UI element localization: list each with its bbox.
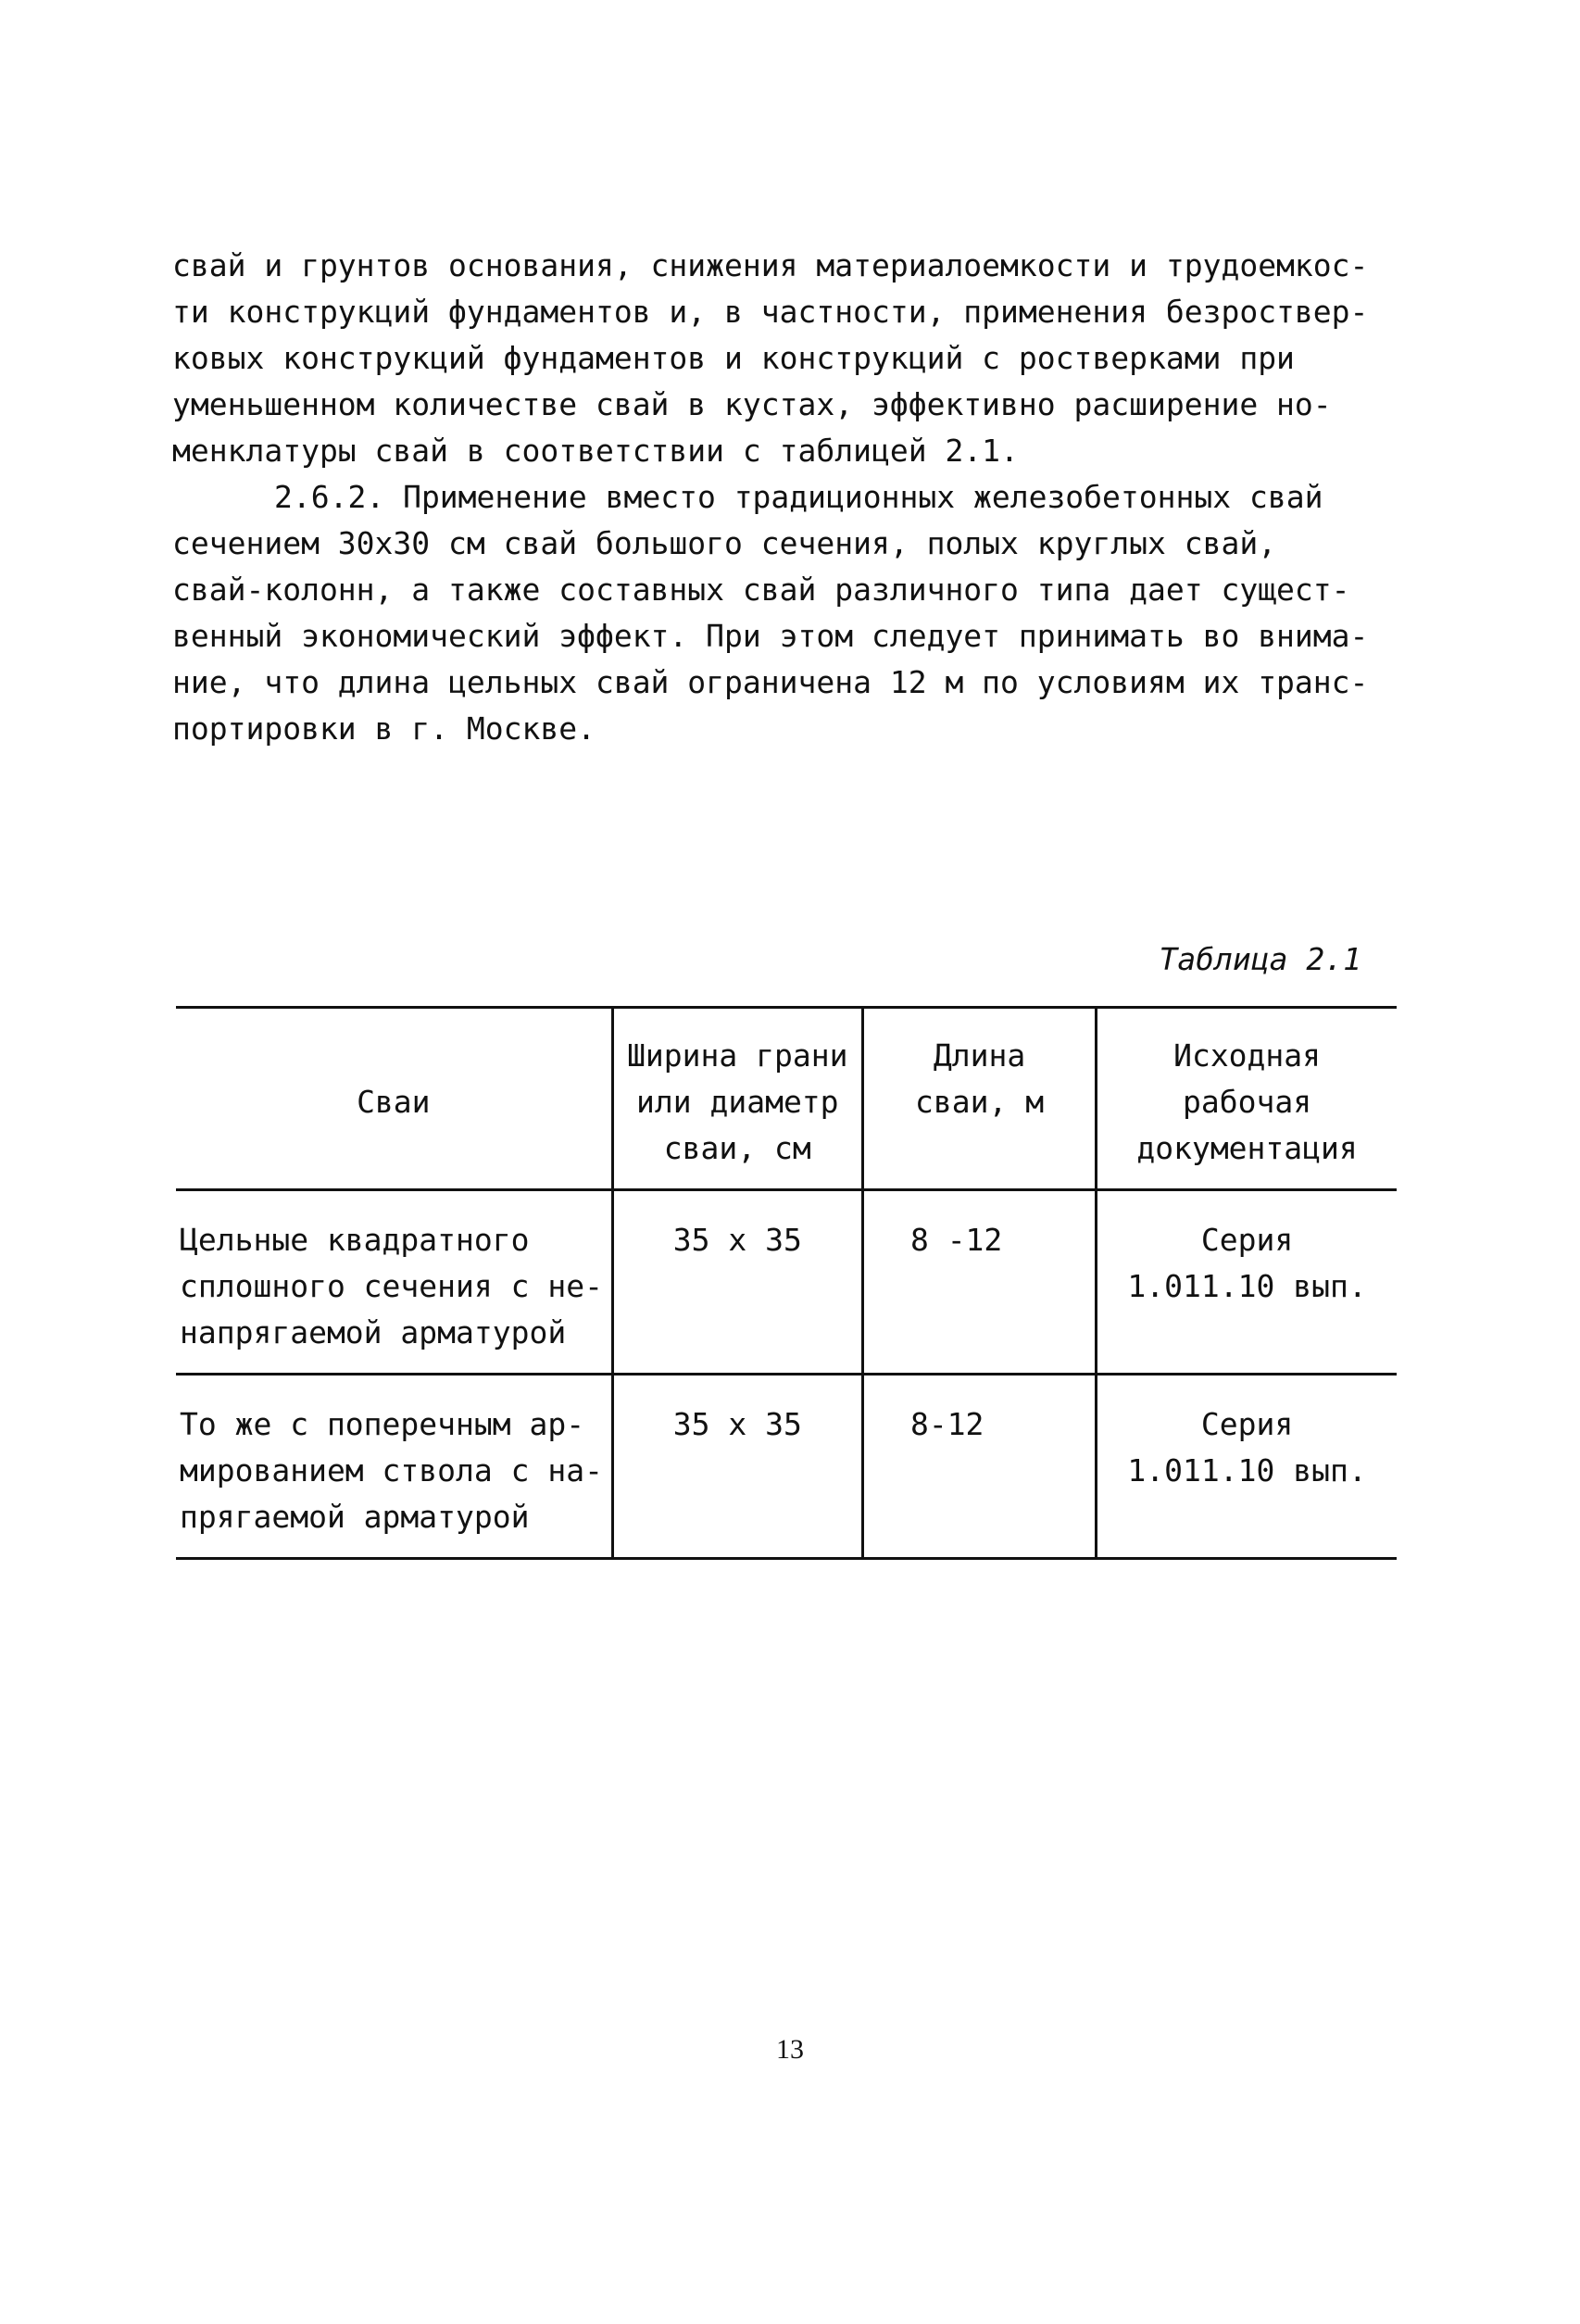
cell-pile-type-text: То же с поперечным ар- мированием ствола с на- прягаемой арматурой <box>180 1406 603 1535</box>
cell-length-text: 8 -12 <box>909 1222 1003 1258</box>
cell-documentation-text: Серия 1.011.10 вып. <box>1127 1222 1367 1304</box>
table-header-row <box>176 1008 1397 1190</box>
table-caption: Таблица 2.1 <box>1159 941 1361 977</box>
cell-pile-type-text: Цельные квадратного сплошного сечения с не- напрягаемой арматурой <box>180 1222 603 1350</box>
cell-width-text: 35 х 35 <box>672 1406 802 1442</box>
cell-length <box>862 1375 1096 1559</box>
header-piles <box>176 1008 612 1190</box>
cell-pile-type <box>176 1375 612 1559</box>
header-width-text: Ширина грани или диаметр сваи, см <box>627 1037 848 1166</box>
table-row <box>176 1375 1397 1559</box>
cell-width-text: 35 х 35 <box>672 1222 802 1258</box>
page-number: 13 <box>776 2034 804 2065</box>
cell-width <box>612 1190 862 1375</box>
body-text <box>172 243 1393 752</box>
header-piles-text: Сваи <box>357 1084 431 1120</box>
cell-documentation-text: Серия 1.011.10 вып. <box>1127 1406 1367 1489</box>
cell-length <box>862 1190 1096 1375</box>
paragraph-2-6-2: 2.6.2. Применение вместо традиционных железобетонных свай сечением 30х30 см свай большого сечения, полых круглых свай, свай-колонн, а также составных свай различного типа дает сущест- венный экономический эффект. При этом следует принимать во внима- ние, что длина цельных свай ограничена 12 м по условиям их транс- портировки в г. Москве. <box>172 479 1369 747</box>
cell-pile-type <box>176 1190 612 1375</box>
cell-length-text: 8-12 <box>909 1406 984 1442</box>
piles-table <box>176 1006 1397 1560</box>
paragraph-continuation: свай и грунтов основания, снижения материалоемкости и трудоемкос- ти конструкций фундаментов и, в частности, применения безроствер- ковых конструкций фундаментов и конструкций с ростверками при уменьшенном количестве свай в кустах, эффективно расширение но- менклатуры свай в соответствии с таблицей 2.1. <box>172 247 1369 469</box>
cell-documentation <box>1097 1190 1397 1375</box>
cell-documentation <box>1097 1375 1397 1559</box>
table-row <box>176 1190 1397 1375</box>
header-length-text: Длина сваи, м <box>914 1037 1045 1120</box>
header-width <box>612 1008 862 1190</box>
header-documentation-text: Исходная рабочая документация <box>1136 1037 1358 1166</box>
cell-width <box>612 1375 862 1559</box>
header-length <box>862 1008 1096 1190</box>
header-documentation <box>1097 1008 1397 1190</box>
